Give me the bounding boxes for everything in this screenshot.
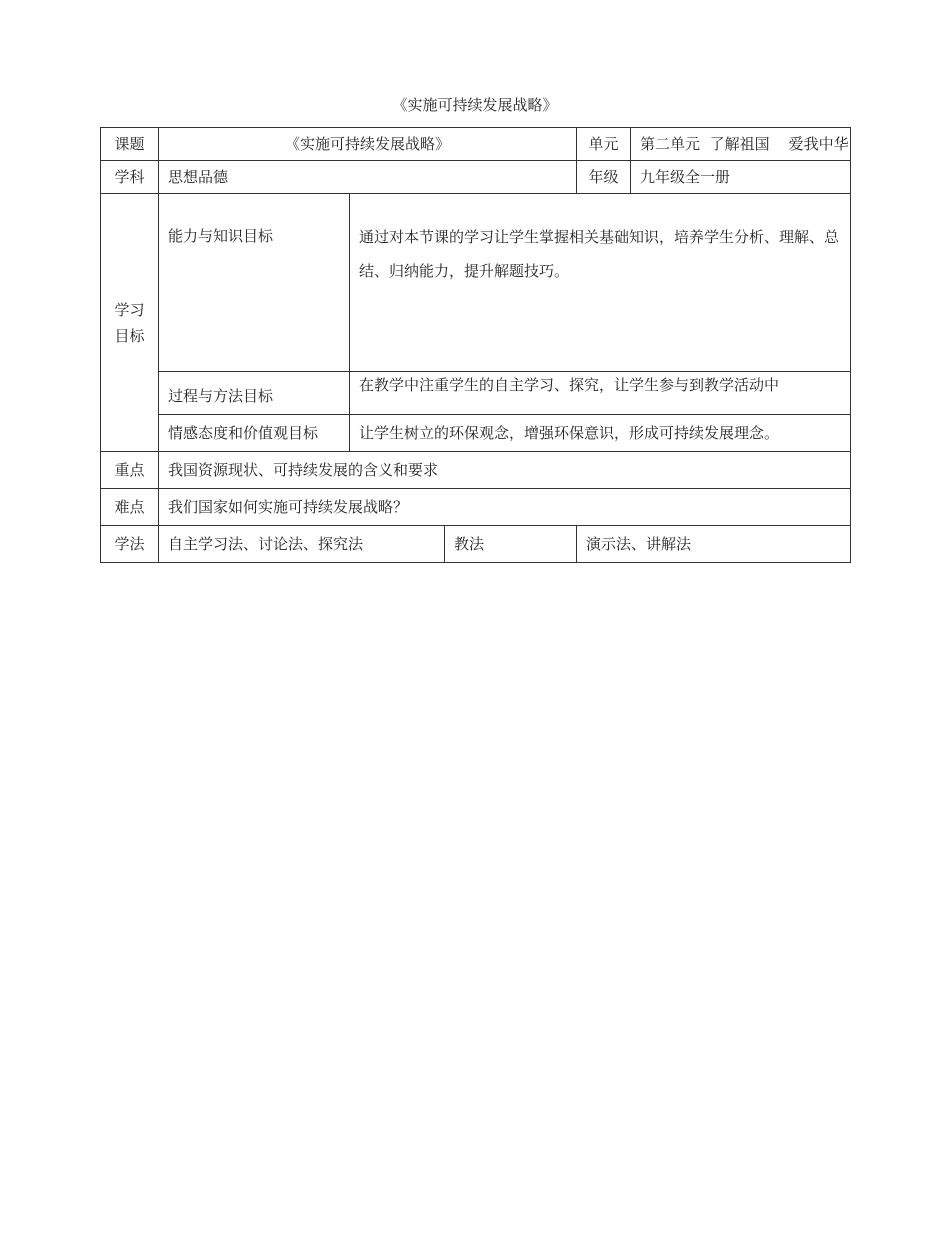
objective-text: 通过对本节课的学习让学生掌握相关基础知识，培养学生分析、理解、总结、归纳能力，提升解题技巧。 [350,194,851,372]
row-methods [101,526,851,563]
unit-value: 第二单元 了解祖国 爱我中华 [631,128,851,161]
subject-value: 思想品德 [159,161,577,194]
focus-value: 我国资源现状、可持续发展的含义和要求 [159,452,851,489]
objective-text: 让学生树立的环保观念，增强环保意识，形成可持续发展理念。 [350,415,851,452]
row-topic [101,128,851,161]
subject-label: 学科 [101,161,159,194]
row-objective-knowledge [101,194,851,372]
unit-label: 单元 [577,128,631,161]
lesson-plan-table [100,127,851,563]
difficulty-label: 难点 [101,489,159,526]
grade-label: 年级 [577,161,631,194]
objective-label: 能力与知识目标 [159,194,350,372]
difficulty-value: 我们国家如何实施可持续发展战略？ [159,489,851,526]
focus-label: 重点 [101,452,159,489]
row-objective-process [101,372,851,415]
row-focus [101,452,851,489]
objectives-label-line2: 目标 [114,326,145,345]
objective-text: 在教学中注重学生的自主学习、探究，让学生参与到教学活动中 [350,372,851,415]
grade-value: 九年级全一册 [631,161,851,194]
document-title: 《实施可持续发展战略》 [392,96,558,114]
topic-value: 《实施可持续发展战略》 [159,128,577,161]
objectives-label-line1: 学习 [114,300,145,319]
row-objective-values [101,415,851,452]
topic-label: 课题 [101,128,159,161]
row-difficulty [101,489,851,526]
objective-label: 情感态度和价值观目标 [159,415,350,452]
study-method-label: 学法 [101,526,159,563]
objective-label: 过程与方法目标 [159,372,350,415]
objectives-label [101,194,159,452]
row-subject [101,161,851,194]
teaching-method-value: 演示法、讲解法 [577,526,851,563]
study-method-value: 自主学习法、讨论法、探究法 [159,526,445,563]
teaching-method-label: 教法 [445,526,577,563]
